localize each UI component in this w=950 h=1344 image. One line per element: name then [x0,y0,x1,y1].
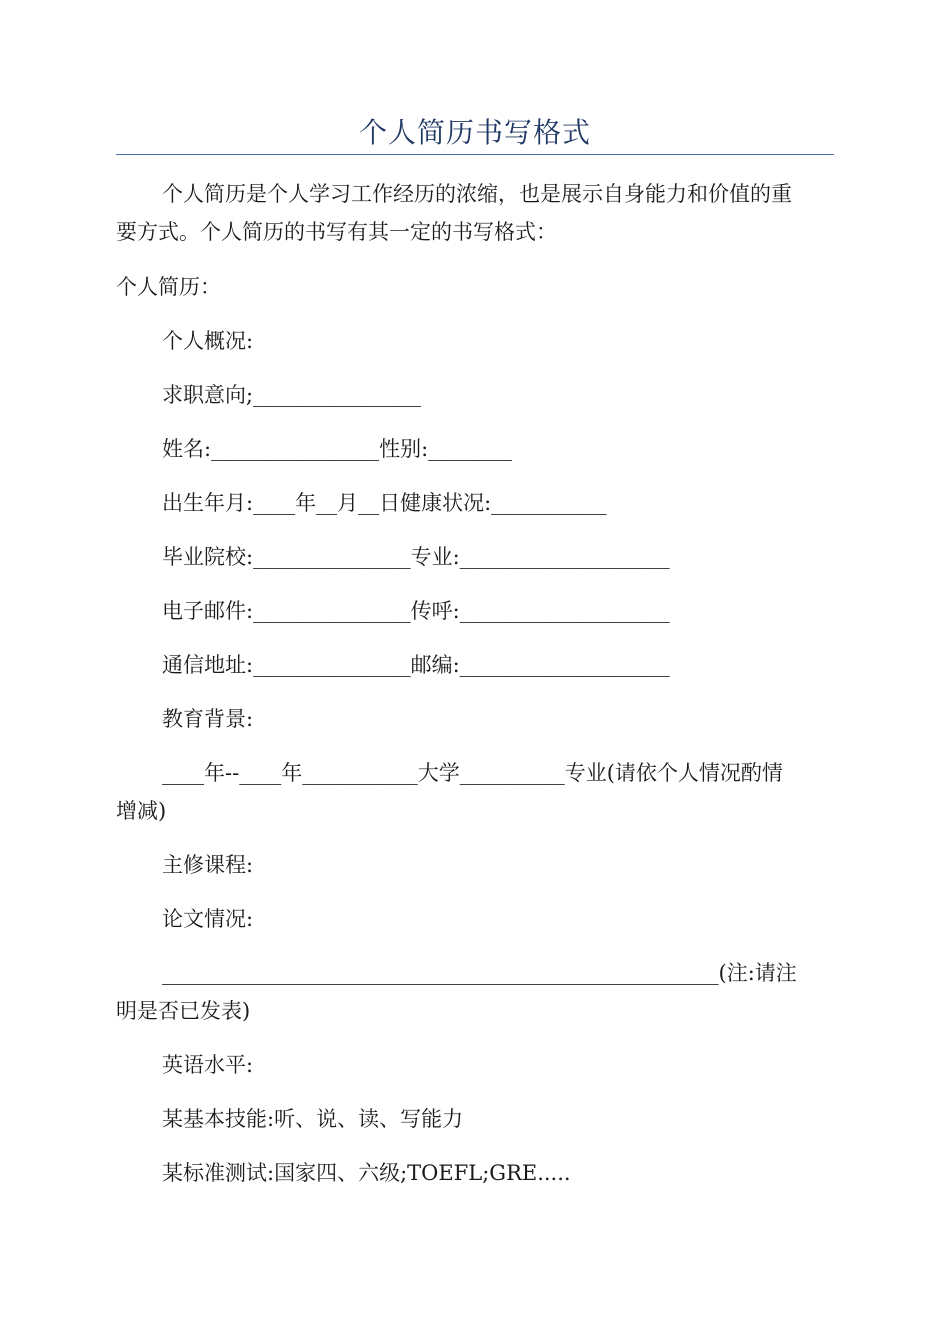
title-underline [116,154,834,155]
field-email-pager: 电子邮件:_______________传呼:____________________ [162,599,670,623]
intro-line-2: 要方式。个人简历的书写有其一定的书写格式： [116,220,557,244]
section-label: 个人简历： [116,275,221,299]
thesis-line-1: _____________________________________________________(注:请注 [162,961,797,985]
document-title: 个人简历书写格式 [358,116,591,149]
field-english-level: 英语水平: [162,1053,254,1077]
thesis-line-2: 明是否已发表) [116,999,251,1023]
field-name-gender: 姓名:________________性别:________ [162,437,513,461]
field-standard-tests: 某标准测试:国家四、六级;TOEFL;GRE..... [162,1161,571,1185]
thesis-paragraph [116,954,834,1030]
field-overview: 个人概况: [162,329,254,353]
field-school-major: 毕业院校:_______________专业:____________________ [162,545,670,569]
document-page [116,0,834,1344]
field-education: 教育背景: [162,707,254,731]
education-line-1: ____年--____年___________大学__________专业(请依个人情况酌情 [162,761,783,785]
field-address-zip: 通信地址:_______________邮编:____________________ [162,653,670,677]
field-basic-skills: 某基本技能:听、说、读、写能力 [162,1107,464,1131]
education-paragraph [116,754,834,830]
intro-line-1: 个人简历是个人学习工作经历的浓缩，也是展示自身能力和价值的重 [162,182,792,206]
education-line-2: 增减) [116,799,167,823]
field-birth-health: 出生年月:____年__月__日健康状况:___________ [162,491,607,515]
field-main-courses: 主修课程: [162,853,254,877]
field-job-intention: 求职意向;________________ [162,383,422,407]
field-thesis: 论文情况: [162,907,254,931]
intro-paragraph [116,175,834,251]
